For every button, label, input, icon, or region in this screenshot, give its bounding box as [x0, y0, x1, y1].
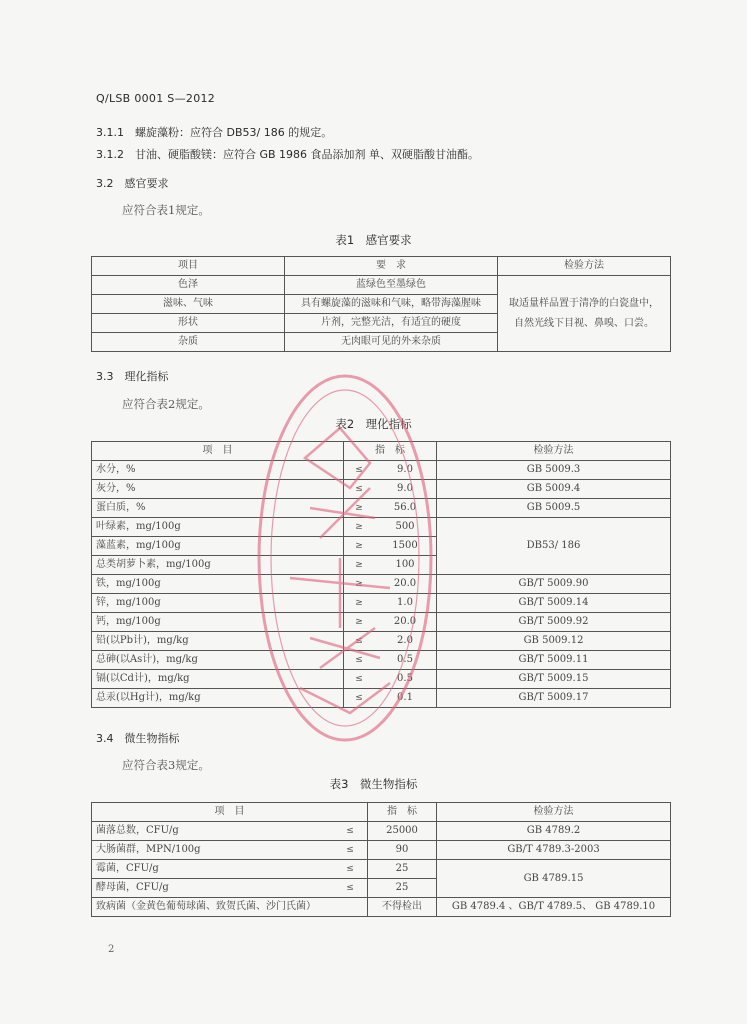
table3-header-method: 检验方法 [437, 803, 671, 822]
table-row [92, 670, 671, 689]
table3-item-text: 菌落总数，CFU/g [96, 825, 179, 836]
table1-sensory [91, 256, 671, 352]
table2-value: 0.5 [397, 654, 413, 665]
section-3-4-intro: 应符合表3规定。 [122, 758, 210, 772]
comparison-symbol: ≥ [355, 598, 363, 608]
comparison-symbol: ≤ [355, 674, 363, 684]
table2-value: 20.0 [393, 578, 417, 589]
table2-header-item: 项 目 [92, 442, 344, 461]
section-3-3-intro: 应符合表2规定。 [122, 397, 210, 411]
table3-header-index: 指 标 [368, 803, 437, 822]
table1-cell-req: 无肉眼可见的外来杂质 [285, 333, 498, 352]
table2-cell-item: 铅(以Pb计)，mg/kg [92, 632, 344, 651]
table3-item-wrap [96, 898, 363, 916]
table1-header-method: 检验方法 [498, 257, 671, 276]
table1-cell-req: 蓝绿色至墨绿色 [285, 276, 498, 295]
comparison-symbol: ≥ [355, 617, 363, 627]
table2-cell-index [344, 556, 437, 575]
table3-cell-value: 90 [368, 841, 437, 860]
table3-item-text: 酵母菌，CFU/g [96, 882, 169, 893]
comparison-symbol: ≤ [346, 883, 354, 893]
table2-cell-index [344, 632, 437, 651]
table3-cell-item [92, 898, 368, 917]
comparison-symbol: ≤ [346, 826, 354, 836]
table2-index-wrap [344, 480, 436, 498]
table3-body [92, 822, 671, 917]
table2-header-method: 检验方法 [437, 442, 671, 461]
table2-cell-index [344, 461, 437, 480]
table2-value: 9.0 [397, 464, 413, 475]
table2-header-index: 指 标 [344, 442, 437, 461]
table2-index-wrap [344, 632, 436, 650]
section-3-3-title: 3.3 理化指标 [96, 370, 169, 383]
table3-cell-method: GB 4789.4 、GB/T 4789.5、 GB 4789.10 [437, 898, 671, 917]
table2-cell-method: DB53/ 186 [437, 518, 671, 575]
comparison-symbol: ≥ [355, 579, 363, 589]
clause-3-1-2: 3.1.2 甘油、硬脂酸镁：应符合 GB 1986 食品添加剂 单、双硬脂酸甘油酯。 [96, 148, 480, 161]
table2-index-wrap [344, 461, 436, 479]
table2-cell-method: GB/T 5009.90 [437, 575, 671, 594]
table-row [92, 841, 671, 860]
table2-cell-item: 总砷(以As计)，mg/kg [92, 651, 344, 670]
table-row [92, 594, 671, 613]
section-3-2-title: 3.2 感官要求 [96, 177, 169, 190]
table-row [92, 860, 671, 879]
table3-cell-value: 不得检出 [368, 898, 437, 917]
table2-index-wrap [344, 613, 436, 631]
comparison-symbol: ≤ [355, 655, 363, 665]
table2-index-wrap [344, 556, 436, 574]
table1-method-line2: 自然光线下目视、鼻嗅、口尝。 [514, 317, 654, 329]
table2-value: 1.0 [397, 597, 413, 608]
table2-index-wrap [344, 499, 436, 517]
table3-item-wrap [96, 841, 363, 859]
table1-cell-req: 片剂，完整光洁，有适宜的硬度 [285, 314, 498, 333]
table2-physicochemical [91, 441, 671, 708]
table2-cell-index [344, 537, 437, 556]
table2-cell-index [344, 594, 437, 613]
table2-cell-item: 镉(以Cd计)，mg/kg [92, 670, 344, 689]
table2-cell-method: GB 5009.3 [437, 461, 671, 480]
table2-cell-index [344, 670, 437, 689]
table3-item-wrap [96, 822, 363, 840]
table2-cell-index [344, 480, 437, 499]
table1-header-requirement: 要 求 [285, 257, 498, 276]
table2-value: 1500 [392, 540, 418, 551]
table2-cell-method: GB 5009.12 [437, 632, 671, 651]
comparison-symbol: ≤ [355, 465, 363, 475]
table2-cell-index [344, 689, 437, 708]
table2-cell-item: 水分，% [92, 461, 344, 480]
table2-cell-item: 铁，mg/100g [92, 575, 344, 594]
table3-cell-method: GB 4789.2 [437, 822, 671, 841]
table2-value: 0.1 [397, 692, 413, 703]
table2-value: 20.0 [393, 616, 417, 627]
table-row [92, 575, 671, 594]
table1-cell-item: 杂质 [92, 333, 285, 352]
table2-cell-method: GB 5009.5 [437, 499, 671, 518]
table-row [92, 632, 671, 651]
table2-index-wrap [344, 651, 436, 669]
table2-cell-item: 钙，mg/100g [92, 613, 344, 632]
table3-cell-value: 25 [368, 879, 437, 898]
table-row [92, 898, 671, 917]
table2-cell-index [344, 613, 437, 632]
table3-cell-value: 25000 [368, 822, 437, 841]
table3-item-text: 致病菌（金黄色葡萄球菌、致贺氏菌、沙门氏菌） [96, 901, 316, 912]
table1-cell-req: 具有螺旋藻的滋味和气味，略带海藻腥味 [285, 295, 498, 314]
table3-item-text: 霉菌，CFU/g [96, 863, 159, 874]
table-row [92, 651, 671, 670]
table-row [92, 518, 671, 537]
table2-body [92, 461, 671, 708]
table1-caption: 表1 感官要求 [335, 233, 412, 247]
comparison-symbol: ≥ [355, 560, 363, 570]
table2-cell-item: 锌，mg/100g [92, 594, 344, 613]
table3-microbiological [91, 802, 671, 917]
table2-value: 9.0 [397, 483, 413, 494]
table2-index-wrap [344, 518, 436, 536]
table2-cell-index [344, 518, 437, 537]
table1-cell-item: 滋味、气味 [92, 295, 285, 314]
comparison-symbol: ≥ [355, 522, 363, 532]
table-row [92, 689, 671, 708]
table3-item-text: 大肠菌群，MPN/100g [96, 844, 201, 855]
table1-method-line1: 取适量样品置于清净的白瓷盘中， [509, 297, 659, 309]
table2-index-wrap [344, 594, 436, 612]
table2-cell-index [344, 651, 437, 670]
table2-value: 2.0 [397, 635, 413, 646]
table2-index-wrap [344, 689, 436, 707]
table1-cell-method [498, 276, 671, 352]
table2-caption: 表2 理化指标 [335, 417, 412, 431]
table2-cell-item: 总类胡萝卜素，mg/100g [92, 556, 344, 575]
table1-cell-item: 色泽 [92, 276, 285, 295]
comparison-symbol: ≥ [355, 541, 363, 551]
table3-cell-item [92, 860, 368, 879]
page-number: 2 [108, 944, 115, 955]
comparison-symbol: ≤ [355, 693, 363, 703]
table2-cell-method: GB/T 5009.15 [437, 670, 671, 689]
table2-cell-index [344, 499, 437, 518]
table1-cell-item: 形状 [92, 314, 285, 333]
table2-value: 56.0 [393, 502, 417, 513]
comparison-symbol: ≥ [355, 503, 363, 513]
table-row [92, 499, 671, 518]
table3-cell-item [92, 841, 368, 860]
table2-index-wrap [344, 537, 436, 555]
table-row [92, 461, 671, 480]
table2-value: 500 [395, 521, 415, 532]
table3-cell-method: GB/T 4789.3-2003 [437, 841, 671, 860]
table2-cell-method: GB/T 5009.11 [437, 651, 671, 670]
table2-cell-method: GB/T 5009.92 [437, 613, 671, 632]
table2-value: 0.5 [397, 673, 413, 684]
comparison-symbol: ≤ [346, 845, 354, 855]
section-3-2-intro: 应符合表1规定。 [122, 203, 210, 217]
table2-cell-item: 总汞(以Hg计)，mg/kg [92, 689, 344, 708]
table3-cell-method: GB 4789.15 [437, 860, 671, 898]
table3-cell-item [92, 879, 368, 898]
section-3-4-title: 3.4 微生物指标 [96, 732, 180, 745]
comparison-symbol: ≤ [346, 864, 354, 874]
table-row [92, 613, 671, 632]
table3-cell-value: 25 [368, 860, 437, 879]
table2-cell-method: GB 5009.4 [437, 480, 671, 499]
table2-cell-method: GB/T 5009.14 [437, 594, 671, 613]
table3-item-wrap [96, 879, 363, 897]
table2-cell-item: 叶绿素，mg/100g [92, 518, 344, 537]
clause-3-1-1: 3.1.1 螺旋藻粉：应符合 DB53/ 186 的规定。 [96, 126, 333, 139]
table2-value: 100 [395, 559, 415, 570]
table-row [92, 822, 671, 841]
table2-cell-item: 蛋白质，% [92, 499, 344, 518]
table2-index-wrap [344, 575, 436, 593]
comparison-symbol: ≤ [355, 636, 363, 646]
table3-item-wrap [96, 860, 363, 878]
table-row [92, 480, 671, 499]
table2-cell-index [344, 575, 437, 594]
table2-cell-method: GB/T 5009.17 [437, 689, 671, 708]
comparison-symbol: ≤ [355, 484, 363, 494]
table3-caption: 表3 微生物指标 [329, 777, 418, 791]
table2-cell-item: 灰分，% [92, 480, 344, 499]
table2-cell-item: 藻蓝素，mg/100g [92, 537, 344, 556]
table1-header-item: 项目 [92, 257, 285, 276]
table3-header-item: 项 目 [92, 803, 368, 822]
table3-cell-item [92, 822, 368, 841]
standard-number-header: Q/LSB 0001 S—2012 [96, 92, 216, 105]
table2-index-wrap [344, 670, 436, 688]
